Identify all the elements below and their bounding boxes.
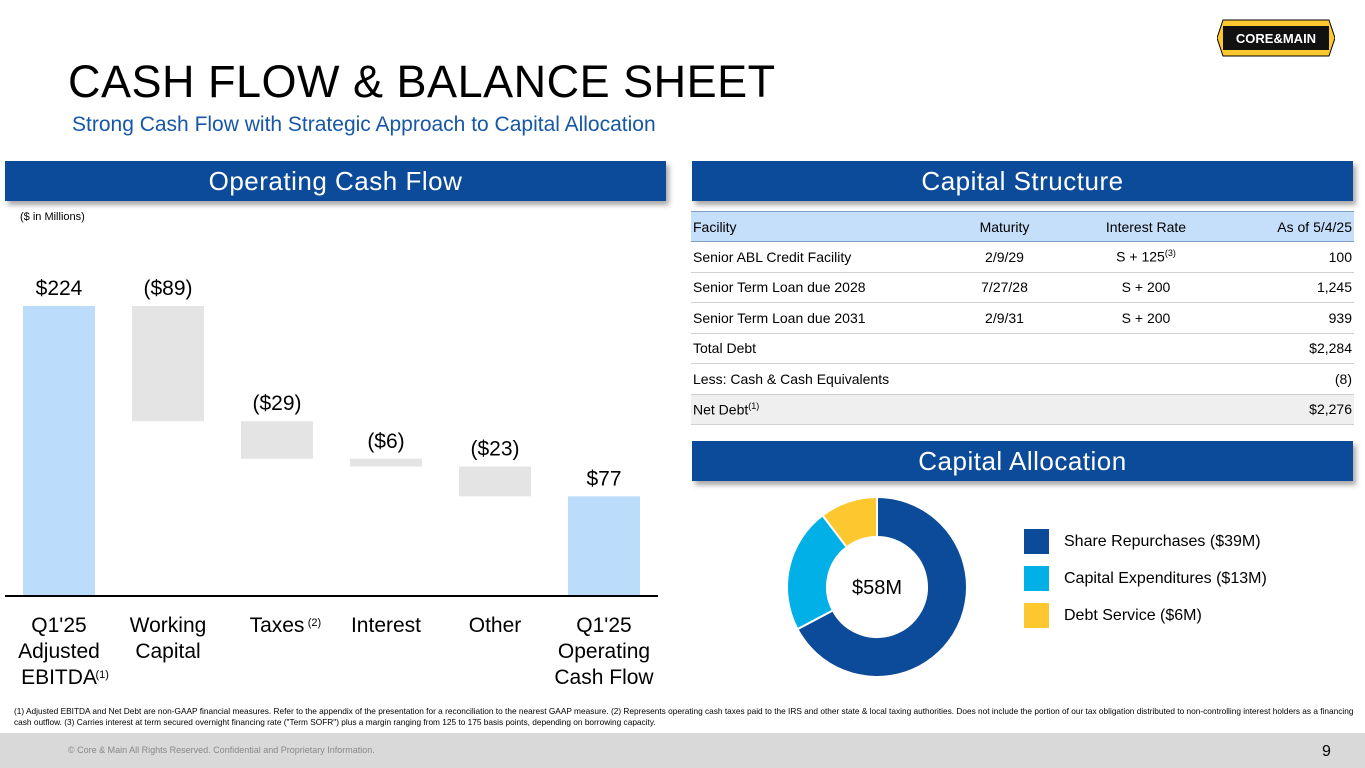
page-title: CASH FLOW & BALANCE SHEET [68,56,776,107]
net-debt-label: Net Debt [693,401,749,418]
category-label: Adjusted [18,640,100,663]
header-maturity: Maturity [945,212,1064,242]
legend-label: Share Repurchases ($39M) [1064,532,1261,550]
rate-cell [1064,242,1228,273]
table-header-row [691,212,1354,242]
legend-swatch [1024,566,1049,591]
maturity-cell: 7/27/28 [945,272,1064,303]
donut-center-label: $58M [851,577,903,599]
waterfall-bar [568,496,640,596]
bar-data-label: $224 [35,277,83,300]
page-subtitle: Strong Cash Flow with Strategic Approach to Capital Allocation [72,113,656,136]
amount-cell: (8) [1228,364,1354,395]
net-debt-label-cell [691,394,945,425]
net-debt-amount: $2,276 [1228,394,1354,425]
operating-cash-flow-waterfall-chart [0,240,680,695]
table-row [691,242,1354,273]
category-label: Operating [557,640,651,663]
bar-data-label: $77 [586,467,622,491]
amount-cell: 1,245 [1228,272,1354,303]
table-row [691,364,1354,395]
copyright-text: © Core & Main All Rights Reserved. Confidential and Proprietary Information. [68,745,375,755]
category-label: Capital [135,640,201,663]
category-label: Working [129,614,207,637]
maturity-cell: 2/9/29 [945,242,1064,273]
rate-cell [1064,333,1228,364]
bar-data-label: ($6) [367,429,405,453]
capital-allocation-banner: Capital Allocation [692,441,1353,481]
header-amount: As of 5/4/25 [1228,212,1354,242]
bar-data-label: ($29) [252,392,302,416]
waterfall-bar [350,459,422,467]
legend-label: Debt Service ($6M) [1064,606,1202,624]
maturity-cell: 2/9/31 [945,303,1064,334]
category-label: Cash Flow [554,666,654,689]
rate-cell: S + 200 [1064,303,1228,334]
category-label: Taxes [249,614,305,637]
table-row [691,272,1354,303]
facility-cell: Less: Cash & Cash Equivalents [691,364,945,395]
waterfall-bar [459,467,531,497]
footnote-text: (1) Adjusted EBITDA and Net Debt are non-GAAP financial measures. Refer to the appendix of the presentation for a reconciliation to the nearest GAAP measure. (2) Represents operating cash taxes paid to the IRS and other state & local taxing authorities. Does not include the portion of our tax obligation distributed to non-controlling interest holders as a financing cash outflow. (3) Carries interest at term secured overnight financing rate ("Term SOFR") plus a margin ranging from 125 to 175 basis points, depending on borrowing capacity. [14,706,1354,727]
table-row [691,333,1354,364]
waterfall-bar [132,306,204,421]
rate-cell [1064,394,1228,425]
category-footnote: (1) [95,669,109,681]
amount-cell: 100 [1228,242,1354,273]
category-label: Other [468,614,522,637]
rate-value: S + 125 [1116,249,1165,266]
logo-text: CORE&MAIN [1235,31,1317,46]
table-row [691,303,1354,334]
category-label: EBITDA [21,666,97,689]
net-debt-footnote: (1) [748,400,760,411]
bar-data-label: ($89) [143,277,193,300]
amount-cell: $2,284 [1228,333,1354,364]
capital-structure-banner: Capital Structure [692,161,1353,201]
bar-data-label: ($23) [470,437,520,461]
category-label: Q1'25 [31,614,87,637]
capital-allocation-donut-chart [785,495,975,685]
waterfall-bar [23,306,95,596]
capital-structure-table [691,211,1354,425]
core-and-main-logo [1217,18,1335,58]
legend-item-debt-service [1024,603,1202,628]
header-interest-rate: Interest Rate [1064,212,1228,242]
maturity-cell [945,333,1064,364]
legend-label: Capital Expenditures ($13M) [1064,569,1267,587]
category-label: Interest [350,614,422,637]
maturity-cell [945,394,1064,425]
category-footnote: (2) [307,617,322,629]
amount-cell: 939 [1228,303,1354,334]
rate-cell: S + 200 [1064,272,1228,303]
category-label: Q1'25 [576,614,632,637]
header-facility: Facility [691,212,945,242]
facility-cell: Senior Term Loan due 2028 [691,272,945,303]
legend-swatch [1024,603,1049,628]
waterfall-bar [241,421,313,459]
legend-swatch [1024,529,1049,554]
rate-footnote: (3) [1164,248,1176,259]
facility-cell: Total Debt [691,333,945,364]
page-number: 9 [1322,743,1331,760]
facility-cell: Senior Term Loan due 2031 [691,303,945,334]
legend-item-share-repurchases [1024,529,1261,554]
net-debt-row [691,394,1354,425]
maturity-cell [945,364,1064,395]
facility-cell: Senior ABL Credit Facility [691,242,945,273]
legend-item-capital-expenditures [1024,566,1267,591]
operating-cash-flow-banner: Operating Cash Flow [5,161,666,201]
rate-cell [1064,364,1228,395]
units-note: ($ in Millions) [20,211,85,223]
